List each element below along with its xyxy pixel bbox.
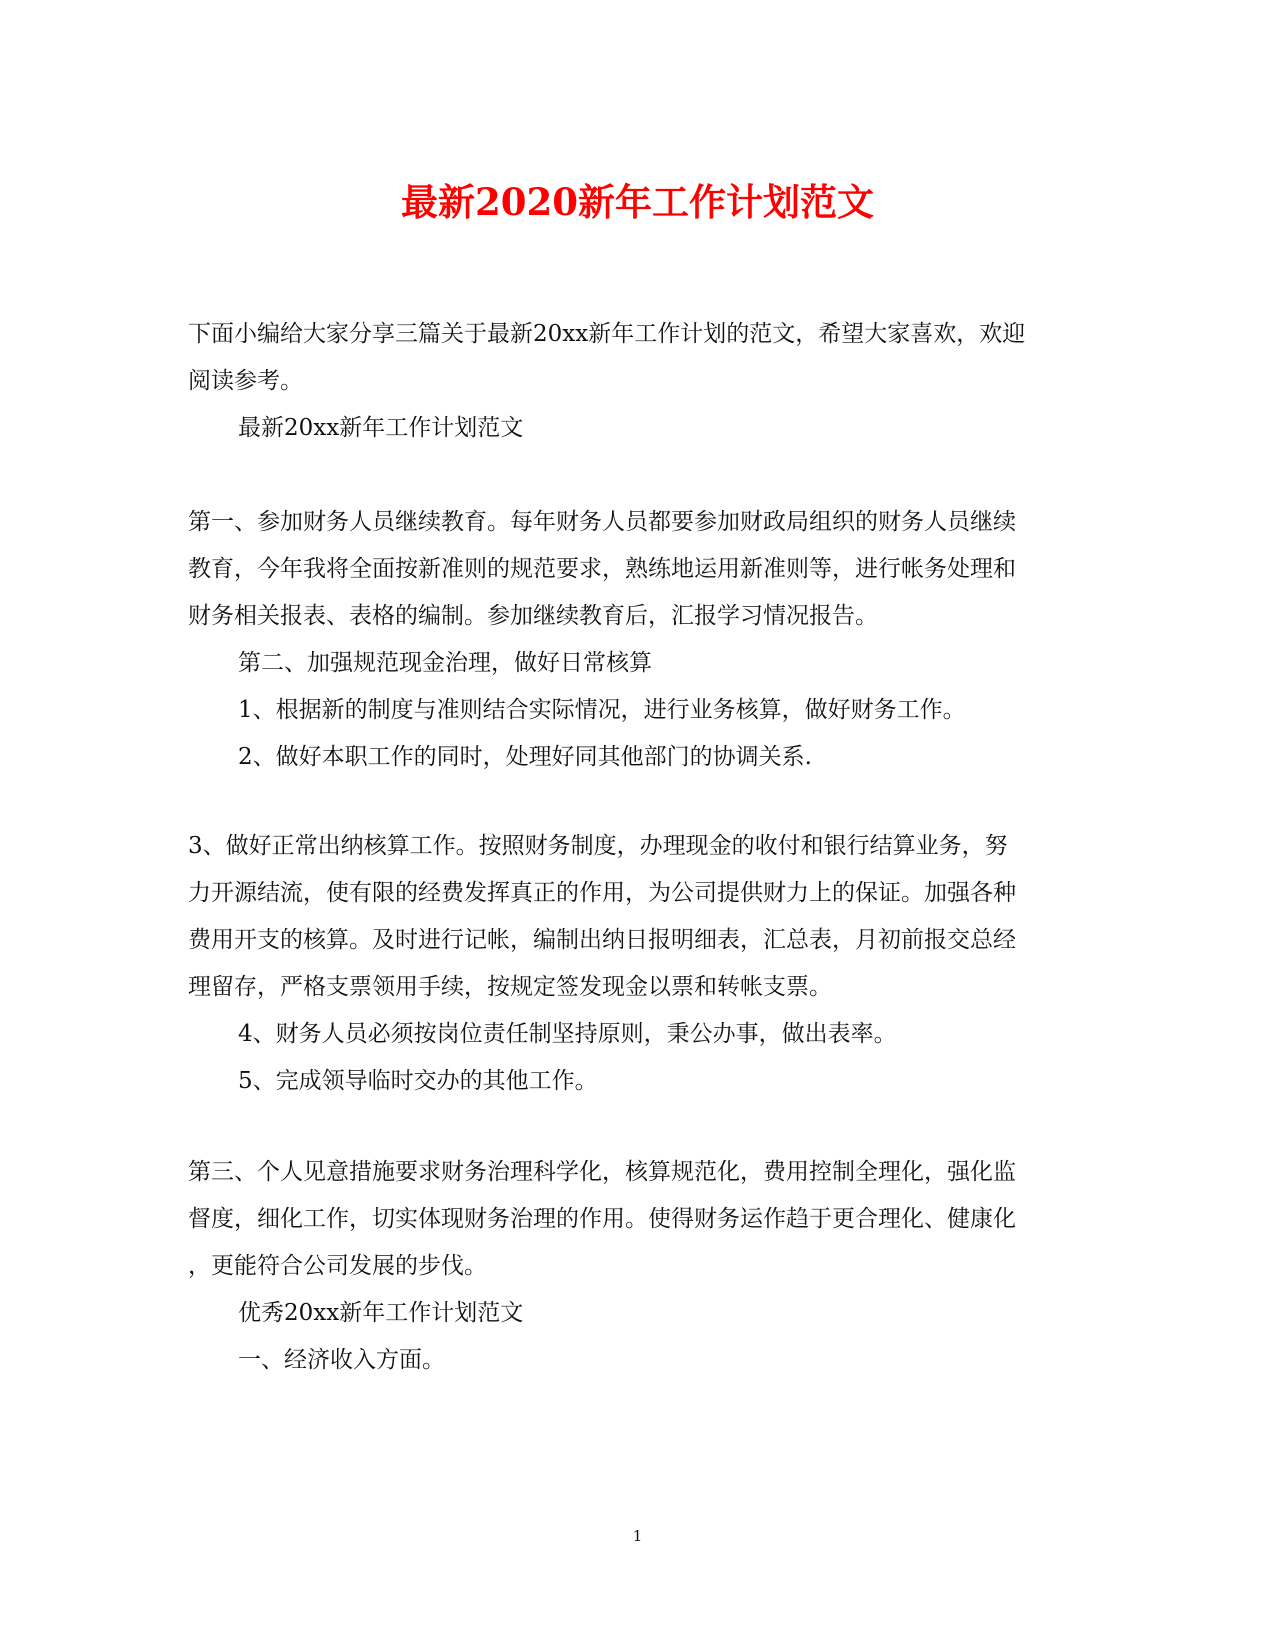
text-line: 费用开支的核算。及时进行记帐，编制出纳日报明细表，汇总表，月初前报交总经 [188, 927, 1016, 953]
text-line: 下面小编给大家分享三篇关于最新20xx新年工作计划的范文，希望大家喜欢，欢迎 [188, 321, 1026, 347]
section-heading: 最新20xx新年工作计划范文 [238, 415, 524, 441]
text-line: 第二、加强规范现金治理，做好日常核算 [238, 650, 652, 676]
text-line: 财务相关报表、表格的编制。参加继续教育后，汇报学习情况报告。 [188, 603, 878, 629]
text-line: 督度，细化工作，切实体现财务治理的作用。使得财务运作趋于更合理化、健康化 [188, 1206, 1016, 1232]
text-line: 阅读参考。 [188, 368, 303, 394]
text-line: 一、经济收入方面。 [238, 1347, 445, 1373]
text-line: 理留存，严格支票领用手续，按规定签发现金以票和转帐支票。 [188, 974, 832, 1000]
text-line: 第一、参加财务人员继续教育。每年财务人员都要参加财政局组织的财务人员继续 [188, 509, 1016, 535]
section-heading: 优秀20xx新年工作计划范文 [238, 1300, 524, 1326]
text-line: 第三、个人见意措施要求财务治理科学化，核算规范化，费用控制全理化，强化监 [188, 1159, 1016, 1185]
text-line: 教育，今年我将全面按新准则的规范要求，熟练地运用新准则等，进行帐务处理和 [188, 556, 1016, 582]
text-line: 1、根据新的制度与准则结合实际情况，进行业务核算，做好财务工作。 [238, 697, 966, 723]
text-line: 2、做好本职工作的同时，处理好同其他部门的协调关系. [238, 744, 812, 770]
text-line: ，更能符合公司发展的步伐。 [188, 1253, 487, 1279]
text-line: 4、财务人员必须按岗位责任制坚持原则，秉公办事，做出表率。 [238, 1021, 897, 1047]
text-line: 力开源结流，使有限的经费发挥真正的作用，为公司提供财力上的保证。加强各种 [188, 880, 1016, 906]
document-title: 最新2020新年工作计划范文 [401, 180, 874, 224]
text-line: 3、做好正常出纳核算工作。按照财务制度，办理现金的收付和银行结算业务，努 [188, 833, 1008, 859]
page-number: 1 [632, 1527, 643, 1545]
text-line: 5、完成领导临时交办的其他工作。 [238, 1068, 598, 1094]
